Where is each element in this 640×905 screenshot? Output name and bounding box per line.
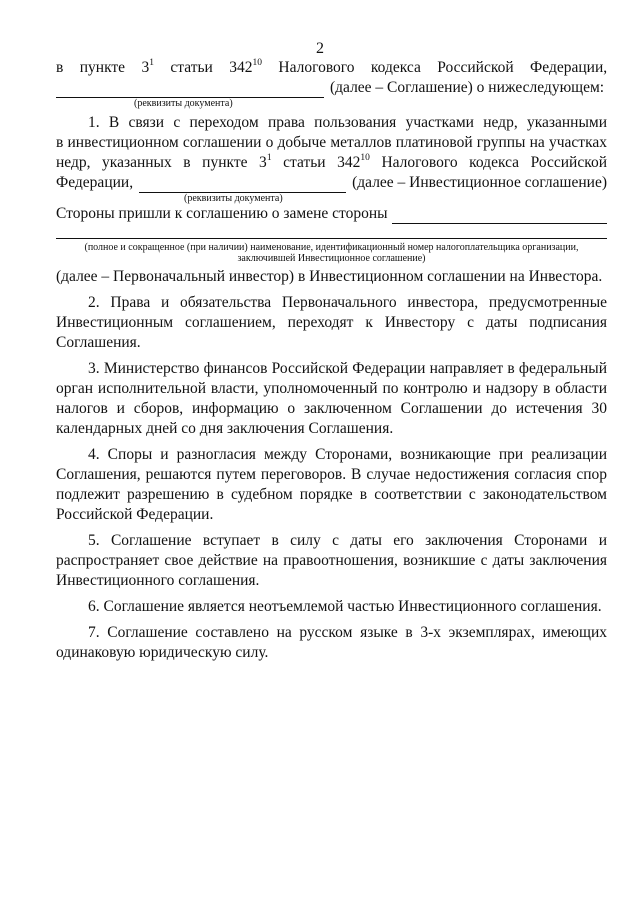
item-1-line-6: (далее – Первоначальный инвестор) в Инвестиционном соглашении на Инвестора. bbox=[56, 268, 603, 285]
party-name-blank bbox=[392, 209, 607, 224]
item-3: 3. Министерство финансов Российской Федерации направляет в федеральный орган исполнительной власти, уполномоченный по контролю и надзору в области налогов и сборов, информацию о заключенном Соглашении до истечения 30 календарных дней со дня заключения Соглашения. bbox=[56, 360, 607, 437]
item-1-line-5: Стороны пришли к соглашению о замене стороны bbox=[56, 204, 607, 224]
party-name-blank-line-2 bbox=[56, 226, 607, 239]
item-1-line-3: недр, указанных в пункте $3^1$ статьи $342^{10}$ Налогового кодекса Российской bbox=[56, 152, 607, 171]
agreement-details-caption: (реквизиты документа) bbox=[184, 193, 283, 204]
item-5: 5. Соглашение вступает в силу с даты его заключения Сторонами и распространяет свое действие на правоотношения, возникшие с даты заключения Инвестиционного соглашения. bbox=[56, 532, 607, 589]
document-details-blank bbox=[56, 83, 324, 98]
page-number: 2 bbox=[316, 40, 324, 57]
item-4: 4. Споры и разногласия между Сторонами, возникающие при реализации Соглашения, решаются путем переговоров. В случае недостижения согласия спор подлежит разрешению в судебном порядке в соответствии с законодательством Российской Федерации. bbox=[56, 446, 607, 523]
item-2: 2. Права и обязательства Первоначального инвестора, предусмотренные Инвестиционным соглашением, переходят к Инвестору с даты подписания Соглашения. bbox=[56, 294, 607, 351]
agreement-details-blank bbox=[139, 178, 346, 193]
item-7: 7. Соглашение составлено на русском языке в 3-х экземплярах, имеющих одинаковую юридическую силу. bbox=[56, 624, 607, 661]
intro-line-1: в пункте $3^1$ статьи $342^{10}$ Налогового кодекса Российской Федерации, bbox=[56, 57, 608, 76]
party-name-caption-line-2: заключившей Инвестиционное соглашение) bbox=[237, 253, 426, 264]
item-1-line-4: Федерации, (далее – Инвестиционное соглашение) bbox=[56, 174, 607, 191]
item-1-line-1: 1. В связи с переходом права пользования участками недр, указанными bbox=[88, 114, 607, 131]
document-body bbox=[56, 58, 607, 663]
item-1-line-2: в инвестиционном соглашении о добыче металлов платиновой группы на участках bbox=[56, 134, 607, 151]
intro-line-2: (далее – Соглашение) о нижеследующем: bbox=[56, 78, 607, 98]
party-name-caption-line-1: (полное и сокращенное (при наличии) наименование, идентификационный номер налогоплательщика организации, bbox=[84, 242, 579, 253]
document-details-caption: (реквизиты документа) bbox=[134, 98, 233, 109]
item-6: 6. Соглашение является неотъемлемой частью Инвестиционного соглашения. bbox=[88, 598, 602, 615]
